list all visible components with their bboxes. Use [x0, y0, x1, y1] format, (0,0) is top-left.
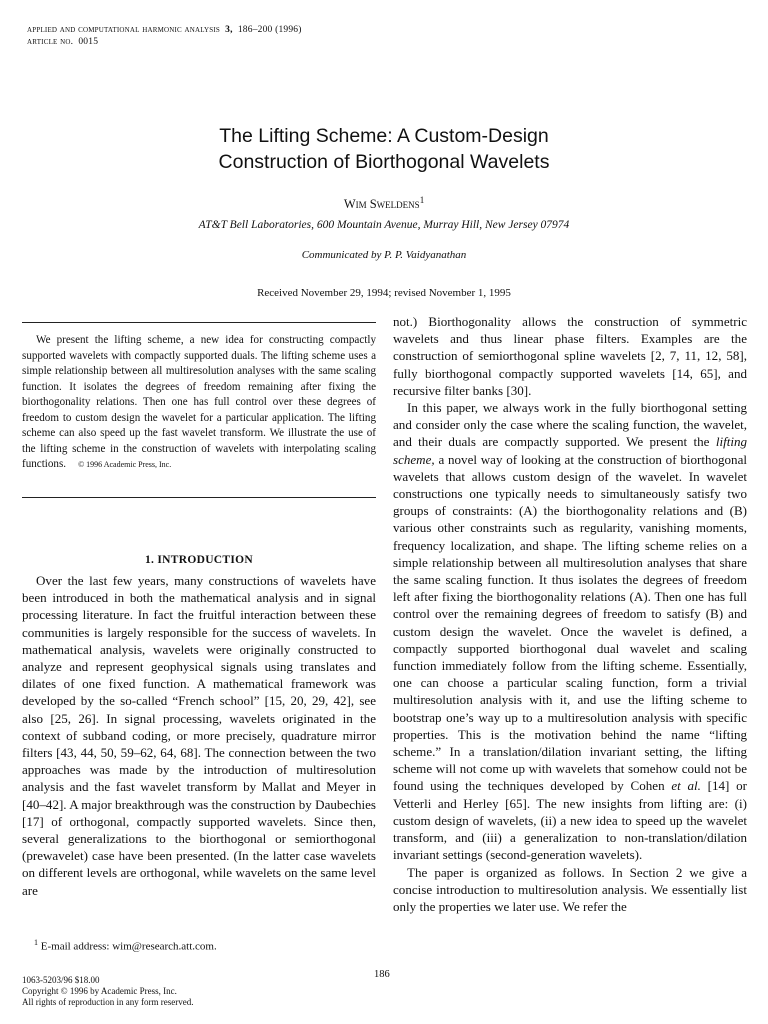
author-name: Wim Sweldens — [343, 197, 420, 212]
article-label: article no. — [27, 37, 74, 47]
abstract-bottom-rule — [22, 497, 376, 498]
footnote-mark: 1 — [34, 938, 38, 947]
copyright-block — [22, 975, 193, 1008]
abstract — [22, 333, 376, 473]
affiliation: AT&T Bell Laboratories, 600 Mountain Avenue, Murray Hill, New Jersey 07974 — [198, 219, 570, 231]
title-line-1: The Lifting Scheme: A Custom-Design — [219, 125, 549, 147]
section-heading: 1. INTRODUCTION — [144, 554, 253, 566]
abstract-copyright: © 1996 Academic Press, Inc. — [78, 460, 172, 469]
emphasis-et-al: et al. — [671, 778, 701, 794]
author — [0, 192, 768, 212]
volume: 3, — [225, 25, 233, 35]
body-column-left — [22, 572, 376, 899]
footnote-text: E-mail address: wim@research.att.com. — [40, 940, 217, 953]
rights-line: All rights of reproduction in any form reserved. — [22, 997, 194, 1007]
body-paragraph: In this paper, we always work in the fully biorthogonal setting and consider only the case where the scaling function, the wavelet, and their duals are compactly supported. We present the lifting scheme, a novel way of looking at the construction of biorthogonal wavelets that allows custom design of the wavelet. In wavelet constructions one typically needs to simultaneously satisfy two groups of constraints: (A) the biorthogonality relations and (B) various other constraints such as regularity, vanishing moments, frequency localization, and shape. The lifting scheme relies on a simple relationship between all multiresolution analyses that share the same scaling function. It thus isolates the degrees of freedom left after fixing the biorthogonality relations (A). Then one has full control over the remaining degrees of freedom to satisfy (B) and custom design the wavelet. Once the wavelet is defined, a compactly supported biorthogonal dual wavelet and scaling function immediately follow from the lifting scheme. Essentially, one can choose a particular scaling function, form a trivial multiresolution analysis with it, and use the lifting scheme to bootstrap one’s way up to a multiresolution analysis with specific properties. This is the motivation behind the name “lifting scheme.” In a translation/dilation invariant setting, the lifting scheme will not come up with wavelets that somehow could not be found using the techniques developed by Cohen et al. [14] or Vetterli and Herley [65]. The new insights from lifting are: (i) custom design of wavelets, (ii) a new idea to speed up the wavelet transform, and (iii) a generalization to non-translation/dilation invariant settings (second-generation wavelets). — [393, 400, 747, 863]
body-paragraph: Over the last few years, many constructions of wavelets have been introduced in both the mathematical analysis and in signal processing literature. In fact the fruitful interaction between these communities is largely responsible for the success of wavelets. In mathematical analysis, wavelets were originally constructed to analyze and represent geophysical signals using translates and dilates of one fixed function. A mathematical framework was developed by the so-called “French school” [15, 20, 29, 42], see also [25, 26]. In signal processing, wavelets originated in the context of subband coding, or more precisely, quadrature mirror filters [43, 44, 50, 59–62, 64, 68]. The connection between the two approaches was made by the introduction of multiresolution analysis and the fast wavelet transform by Mallat and Meyer in [40–42]. A major breakthrough was the construction by Daubechies [17] of orthogonal, compactly supported wavelets. Since then, several generalizations to the biorthogonal or semiorthogonal (prewavelet) case have been presented. (In the latter case wavelets on different levels are orthogonal, while wavelets on the same level are — [22, 573, 376, 898]
communicated-by: Communicated by P. P. Vaidyanathan — [301, 249, 467, 261]
received-dates: Received November 29, 1994; revised November 1, 1995 — [257, 287, 511, 299]
copyright-line: Copyright © 1996 by Academic Press, Inc. — [22, 986, 177, 996]
journal-name: applied and computational harmonic analysis — [27, 25, 221, 35]
body-column-right — [393, 313, 747, 915]
pages-year: 186–200 (1996) — [237, 25, 302, 35]
body-paragraph: not.) Biorthogonality allows the construction of symmetric wavelets and thus linear phase filters. Examples are the construction of semiorthogonal spline wavelets [2, 7, 11, 12, 58], fully biorthogonal compactly supported wavelets [14, 65], and recursive filter banks [30]. — [393, 314, 747, 398]
issn-price: 1063-5203/96 $18.00 — [22, 975, 100, 985]
article-number: 0015 — [78, 37, 99, 47]
paper-title — [0, 123, 768, 175]
footnote — [34, 938, 217, 953]
emphasis-lifting-scheme: lifting scheme, — [393, 434, 747, 467]
abstract-top-rule — [22, 322, 376, 323]
abstract-text: We present the lifting scheme, a new idea for constructing compactly supported wavelets with compactly supported duals. The lifting scheme uses a simple relationship between all multiresolution analyses with the same scaling function. It isolates the degrees of freedom remaining after fixing the biorthogonality relations. Then one has full control over these degrees of freedom to custom design the wavelet for a particular application. The lifting scheme can also speed up the fast wavelet transform. We illustrate the use of the lifting scheme in the construction of wavelets with interpolating scaling functions. — [22, 334, 376, 470]
author-footnote-mark: 1 — [419, 195, 425, 205]
page-number: 186 — [374, 969, 390, 980]
running-head — [27, 24, 302, 48]
body-paragraph: The paper is organized as follows. In Section 2 we give a concise introduction to multiresolution analysis. We essentially list only the properties we later use. We refer the — [393, 864, 747, 914]
title-line-2: Construction of Biorthogonal Wavelets — [218, 151, 550, 173]
